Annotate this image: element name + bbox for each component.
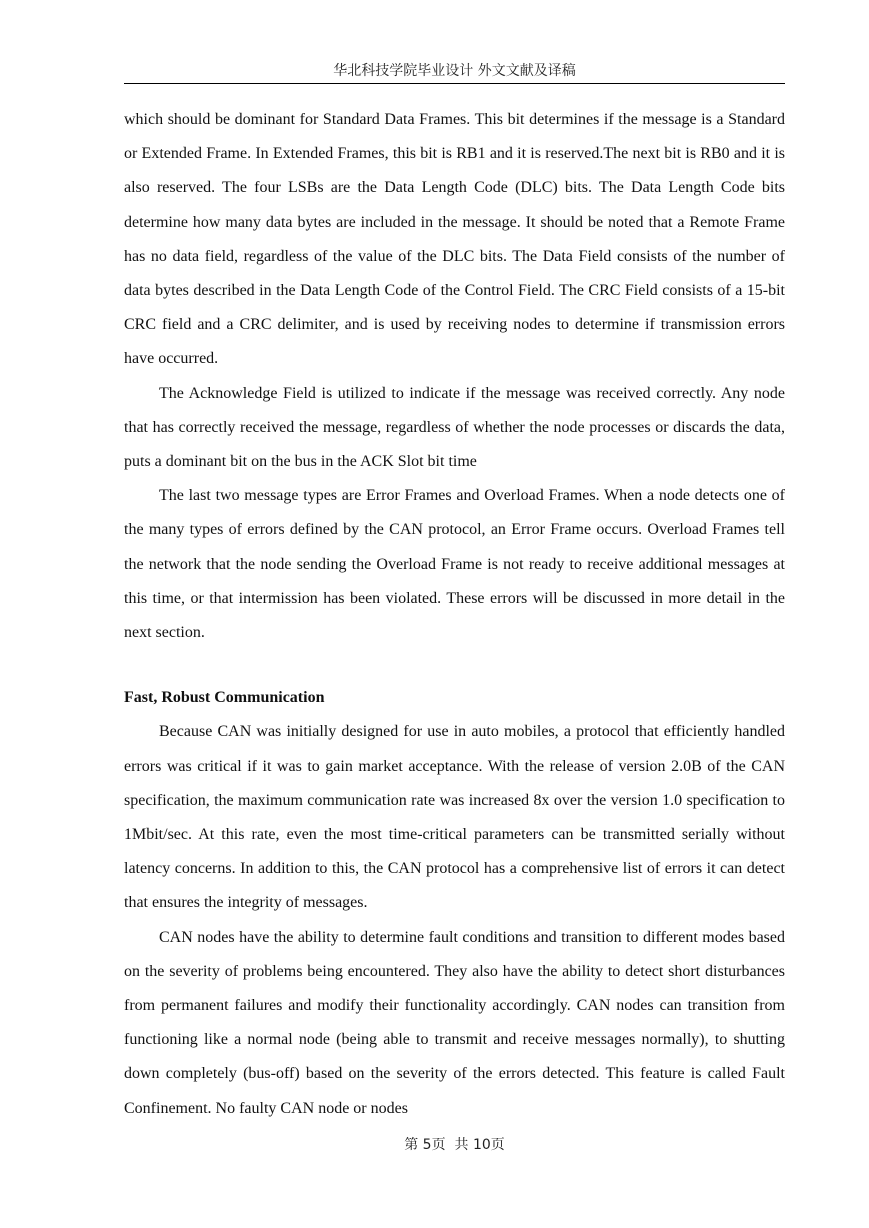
paragraph-continued: which should be dominant for Standard Data Frames. This bit determines if the message is a Standard or Extended Frame. In Extended Frames, this bit is RB1 and it is reserved.The next bit is RB0 and it is also reserved. The four LSBs are the Data Length Code (DLC) bits. The Data Length Code bits determine how many data bytes are included in the message. It should be noted that a Remote Frame has no data field, regardless of the value of the DLC bits. The Data Field consists of the number of data bytes described in the Data Length Code of the Control Field. The CRC Field consists of a 15-bit CRC field and a CRC delimiter, and is used by receiving nodes to determine if transmission errors have occurred. — [124, 111, 785, 368]
page-number: 第 5页 共 10页 — [404, 1137, 505, 1153]
header-rule — [124, 83, 785, 84]
paragraph-fault-conditions: CAN nodes have the ability to determine fault conditions and transition to different modes based on the severity of problems being encountered. They also have the ability to detect short disturbances from permanent failures and modify their functionality accordingly. CAN nodes can transition from functioning like a normal node (being able to transmit and receive messages normally), to shutting down completely (bus-off) based on the severity of the errors detected. This feature is called Fault Confinement. No faulty CAN node or nodes — [124, 928, 785, 1117]
page-header: 华北科技学院毕业设计 外文文献及译稿 — [333, 63, 576, 79]
paragraph-acknowledge-field: The Acknowledge Field is utilized to indicate if the message was received correctly. Any node that has correctly received the message, regardless of whether the node processes or discards the data, puts a dominant bit on the bus in the ACK Slot bit time — [124, 384, 785, 471]
section-heading: Fast, Robust Communication — [124, 689, 325, 707]
paragraph-can-design: Because CAN was initially designed for use in auto mobiles, a protocol that efficiently handled errors was critical if it was to gain market acceptance. With the release of version 2.0B of the CAN specification, the maximum communication rate was increased 8x over the version 1.0 specification to 1Mbit/sec. At this rate, even the most time-critical parameters can be transmitted serially without latency concerns. In addition to this, the CAN protocol has a comprehensive list of errors it can detect that ensures the integrity of messages. — [124, 723, 785, 912]
document-body — [124, 103, 785, 1126]
paragraph-error-overload-frames: The last two message types are Error Frames and Overload Frames. When a node detects one of the many types of errors defined by the CAN protocol, an Error Frame occurs. Overload Frames tell the network that the node sending the Overload Frame is not ready to receive additional messages at this time, or that intermission has been violated. These errors will be discussed in more detail in the next section. — [124, 487, 785, 642]
page-footer — [124, 1133, 785, 1157]
